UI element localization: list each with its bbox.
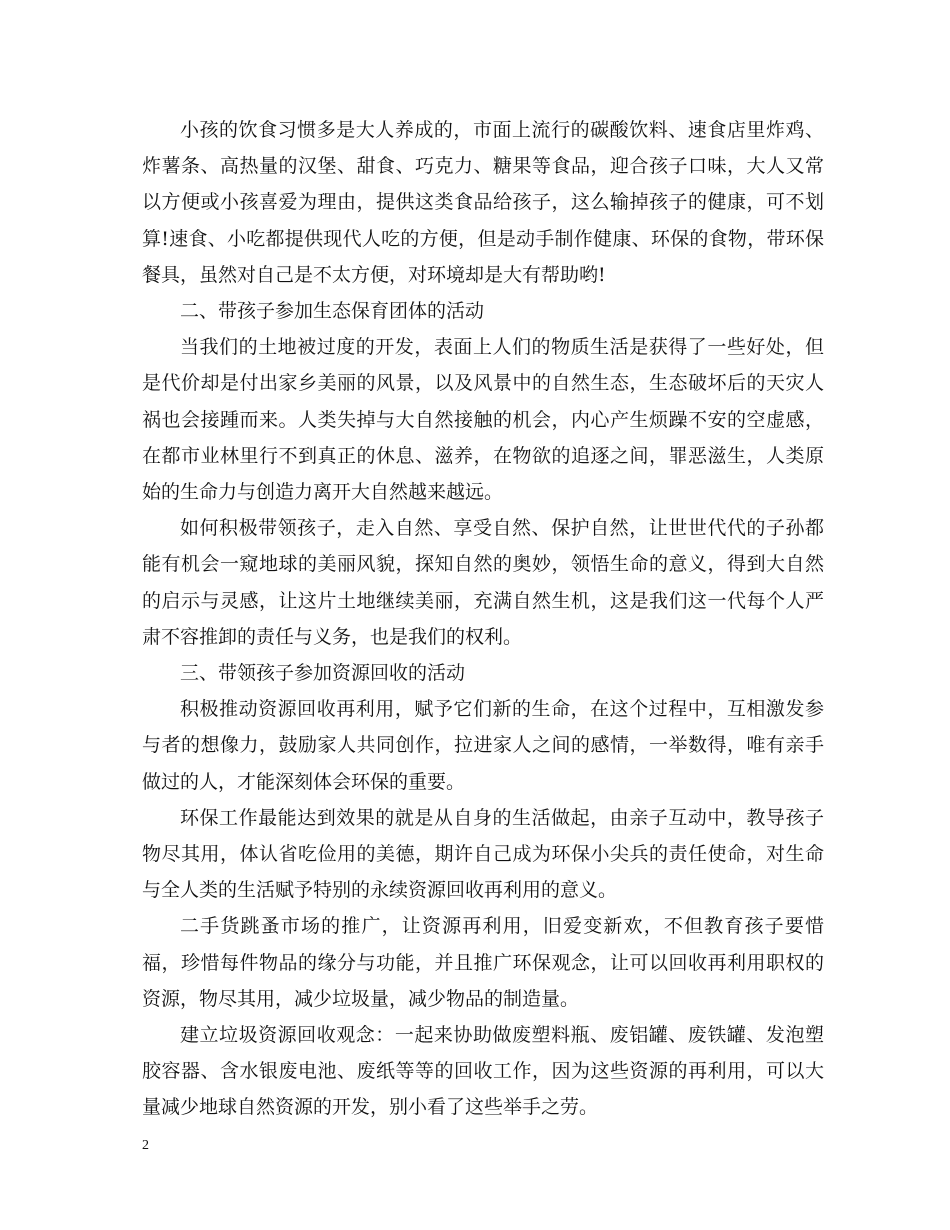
paragraph-waste-recycling-concept: 建立垃圾资源回收观念：一起来协助做废塑料瓶、废铝罐、废铁罐、发泡塑胶容器、含水银废电池、废纸等等的回收工作，因为这些资源的再利用，可以大量减少地球自然资源的开发，别小看了这些举手之劳。 <box>142 1024 824 1119</box>
paragraph-land-overdevelopment: 当我们的土地被过度的开发，表面上人们的物质生活是获得了一些好处，但是代价却是付出家乡美丽的风景，以及风景中的自然生态，生态破坏后的天灾人祸也会接踵而来。人类失掉与大自然接触的机会，内心产生烦躁不安的空虚感，在都市业林里行不到真正的休息、滋养，在物欲的追逐之间，罪恶滋生，人类原始的生命力与创造力离开大自然越来越远。 <box>142 336 824 504</box>
paragraph-lead-children-nature: 如何积极带领孩子，走入自然、享受自然、保护自然，让世世代代的子孙都能有机会一窥地球的美丽风貌，探知自然的奥妙，领悟生命的意义，得到大自然的启示与灵感，让这片土地继续美丽，充满自然生机，这是我们这一代每个人严肃不容推卸的责任与义务，也是我们的权利。 <box>142 517 824 648</box>
paragraph-environmental-work: 环保工作最能达到效果的就是从自身的生活做起，由亲子互动中，教导孩子物尽其用，体认省吃俭用的美德，期许自己成为环保小尖兵的责任使命，对生命与全人类的生活赋予特别的永续资源回收再利用的意义。 <box>142 806 824 902</box>
page-number: 2 <box>142 1138 149 1153</box>
paragraph-promote-recycling: 积极推动资源回收再利用，赋予它们新的生命，在这个过程中，互相激发参与者的想像力，鼓励家人共同创作，拉进家人之间的感情，一举数得，唯有亲手做过的人，才能深刻体会环保的重要。 <box>142 698 824 793</box>
section-heading-ecology-activities: 二、带孩子参加生态保育团体的活动 <box>180 300 485 323</box>
paragraph-flea-market: 二手货跳蚤市场的推广，让资源再利用，旧爱变新欢，不但教育孩子要惜福，珍惜每件物品的缘分与功能，并且推广环保观念，让可以回收再利用职权的资源，物尽其用，减少垃圾量，减少物品的制造量。 <box>142 915 824 1010</box>
section-heading-recycling-activities: 三、带领孩子参加资源回收的活动 <box>180 662 466 685</box>
paragraph-children-diet: 小孩的饮食习惯多是大人养成的，市面上流行的碳酸饮料、速食店里炸鸡、炸薯条、高热量的汉堡、甜食、巧克力、糖果等食品，迎合孩子口味，大人又常以方便或小孩喜爱为理由，提供这类食品给孩子，这么输掉孩子的健康，可不划算!速食、小吃都提供现代人吃的方便，但是动手制作健康、环保的食物，带环保餐具，虽然对自己是不太方便，对环境却是大有帮助哟! <box>142 119 824 286</box>
document-body <box>142 112 824 1126</box>
